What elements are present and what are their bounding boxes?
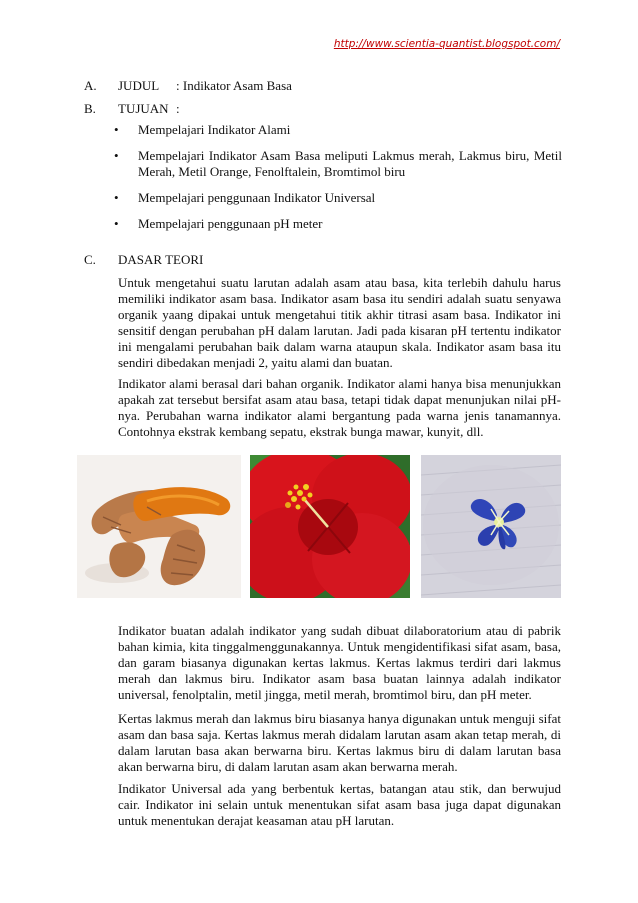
- paragraph: Indikator buatan adalah indikator yang sudah dibuat dilaboratorium atau di pabrik bahan kimia, kita tinggalmenggunakannya. Untuk mengidentifikasi sifat asam, basa, dan garam biasanya digunakan kertas lakmus. Kertas lakmus terdiri dari lakmus merah dan lakmus biru. Indikator asam basa buatan lainnya adalah indikator universal, fenolptalin, metil jingga, metil merah, bromtimol biru, dan pH meter.: [118, 623, 561, 702]
- tujuan-list: [112, 122, 562, 242]
- section-name: TUJUAN: [118, 101, 169, 116]
- paragraph: Indikator alami berasal dari bahan organik. Indikator alami hanya bisa menunjukkan apakah zat tersebut bersifat asam atau basa, tetapi tidak dapat menunjukan nilai pH-nya. Perubahan warna indikator alami bergantung pada warna jenis tanamannya. Contohnya ekstrak kembang sepatu, ekstrak bunga mawar, kunyit, dll.: [118, 376, 561, 439]
- judul-value: : Indikator Asam Basa: [176, 78, 292, 93]
- blue-flower-image: [421, 455, 561, 598]
- list-item: • Mempelajari penggunaan Indikator Universal: [112, 190, 562, 206]
- list-item: • Mempelajari Indikator Alami: [112, 122, 562, 138]
- paragraph: Untuk mengetahui suatu larutan adalah asam atau basa, kita terlebih dahulu harus memiliki indikator asam basa. Indikator asam basa itu sendiri adalah suatu senyawa organik yaang dipakai untuk mengetahui titik akhir titrasi asam basa. Indikator ini sensitif dengan perubahan pH dalam larutan. Jadi pada kisaran pH tertentu indikator ini mengalami perubahan baik dalam warna ataupun skala. Indikator asam basa itu sendiri dibedakan menjadi 2, yaitu alami dan buatan.: [118, 275, 561, 370]
- section-judul: [84, 78, 292, 94]
- section-tujuan: [84, 101, 180, 117]
- header-url-link[interactable]: http://www.scientia-quantist.blogspot.com/: [333, 38, 560, 50]
- section-letter: B.: [84, 101, 96, 116]
- section-name: DASAR TEORI: [118, 252, 204, 267]
- section-letter: A.: [84, 78, 97, 93]
- section-letter: C.: [84, 252, 96, 267]
- list-item: • Mempelajari Indikator Asam Basa meliputi Lakmus merah, Lakmus biru, Metil Merah, Metil Orange, Fenolftalein, Bromtimol biru: [112, 148, 562, 180]
- section-name: JUDUL: [118, 78, 160, 93]
- indicator-images: [77, 455, 561, 598]
- paragraph: Indikator Universal ada yang berbentuk kertas, batangan atau stik, dan berwujud cair. Indikator ini selain untuk menentukan sifat asam basa juga dapat digunakan untuk menentukan derajat keasaman atau pH larutan.: [118, 781, 561, 828]
- hibiscus-image: [250, 455, 410, 598]
- paragraph: Kertas lakmus merah dan lakmus biru biasanya hanya digunakan untuk menguji sifat asam dan basa saja. Kertas lakmus merah didalam larutan asam akan tetap merah, di dalam larutan basa akan berwarna biru. Kertas lakmus biru di dalam larutan basa akan berwarna biru, di dalam larutan asam akan berwarna merah.: [118, 711, 561, 774]
- tujuan-colon: :: [176, 101, 180, 116]
- turmeric-image: [77, 455, 241, 598]
- list-item: • Mempelajari penggunaan pH meter: [112, 216, 562, 232]
- section-dasar-teori: [84, 252, 203, 268]
